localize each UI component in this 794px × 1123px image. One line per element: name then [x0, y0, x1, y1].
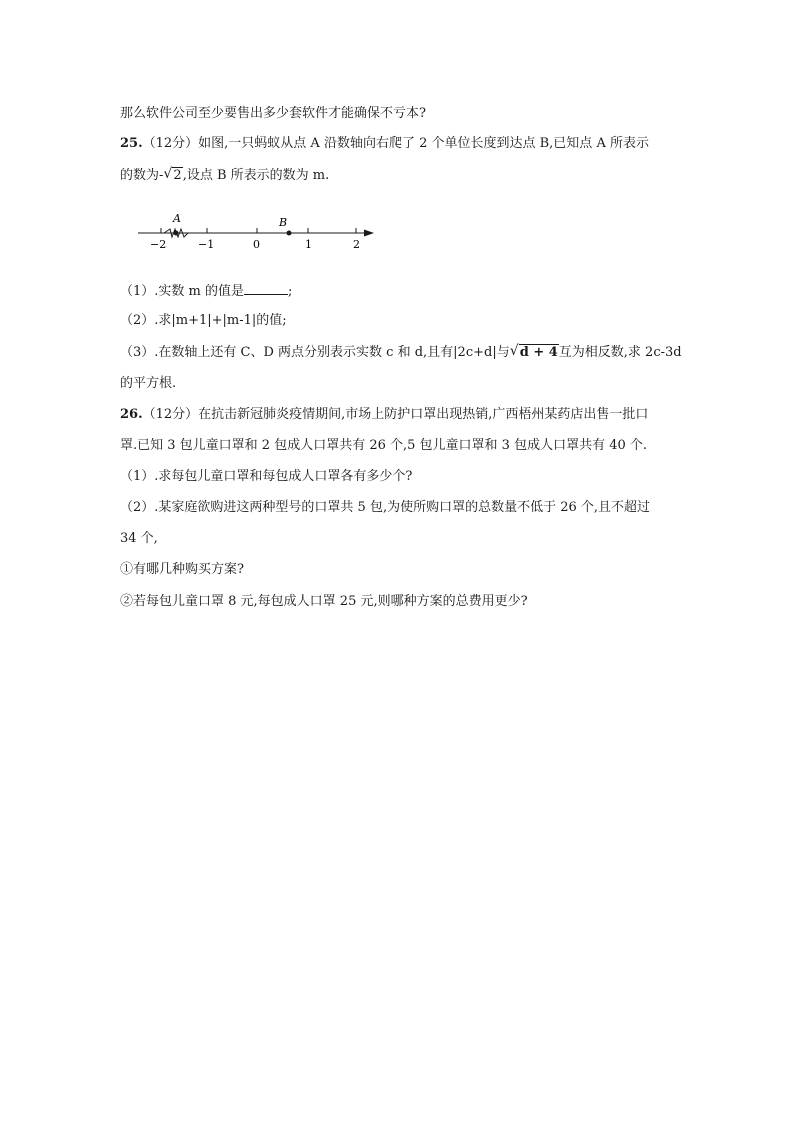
question-25-sub-1	[120, 282, 292, 300]
question-25-sub-3	[120, 345, 682, 361]
radical-sign-icon: √	[509, 343, 519, 359]
question-26-sub-2-continuation: 34 个,	[120, 531, 158, 546]
question-26-text-1: 在抗击新冠肺炎疫情期间,市场上防护口罩出现热销,广西梧州某药店出售一批口	[198, 407, 649, 422]
question-25-text-1: 如图,一只蚂蚁从点 A 沿数轴向右爬了 2 个单位长度到达点 B,已知点 A 所表示	[198, 136, 649, 151]
question-25-number: 25.	[120, 136, 143, 151]
question-25-line-1	[120, 136, 649, 152]
question-25-sub-1-end: ;	[288, 284, 293, 299]
question-25-sub-1-text: （1）.实数 m 的值是	[120, 284, 244, 299]
tick-label-1: 1	[305, 238, 312, 251]
point-b-marker	[287, 231, 292, 236]
question-26-item-2: ②若每包儿童口罩 8 元,每包成人口罩 25 元,则哪种方案的总费用更少?	[120, 594, 528, 609]
tick-label-0: 0	[253, 238, 260, 251]
answer-blank[interactable]	[244, 282, 288, 295]
question-25-sub-2: （2）.求|m+1|+|m-1|的值;	[120, 313, 287, 328]
sqrt-d-plus-4-radicand: d + 4	[519, 345, 558, 360]
previous-question-tail: 那么软件公司至少要售出多少套软件才能确保不亏本?	[120, 106, 426, 121]
question-25-text-2b: ,设点 B 所表示的数为 m.	[182, 168, 330, 183]
question-25-sub-3-continuation: 的平方根.	[120, 376, 177, 391]
question-25-sub-3-text-a: （3）.在数轴上还有 C、D 两点分别表示实数 c 和 d,且有|2c+d|与	[120, 345, 510, 360]
question-26-sub-2: （2）.某家庭欲购进这两种型号的口罩共 5 包,为使所购口罩的总数量不低于 26 个,且不超过	[120, 500, 651, 515]
question-26-item-1: ①有哪几种购买方案?	[120, 562, 244, 577]
tick-label-minus-1: −1	[198, 238, 215, 251]
point-a-label: A	[173, 212, 181, 225]
question-26-line-2: 罩.已知 3 包儿童口罩和 2 包成人口罩共有 26 个,5 包儿童口罩和 3 包成人口罩共有 40 个.	[120, 438, 648, 453]
sqrt-d-plus-4-expression	[510, 345, 559, 361]
tick-label-2: 2	[353, 238, 360, 251]
point-b-label: B	[279, 216, 288, 229]
axis-arrow-icon	[364, 230, 374, 237]
question-25-score: （12分）	[142, 136, 199, 151]
number-line-figure	[134, 210, 378, 254]
question-26-line-1	[120, 407, 648, 423]
question-25-line-2	[120, 168, 329, 184]
question-26-sub-1: （1）.求每包儿童口罩和每包成人口罩各有多少个?	[120, 469, 413, 484]
tick-label-minus-2: −2	[150, 238, 167, 251]
question-26-score: （12分）	[142, 407, 199, 422]
sqrt-2-expression	[163, 168, 182, 184]
radical-sign-icon: √	[163, 166, 173, 182]
question-25-text-2a: 的数为-	[120, 168, 164, 183]
question-26-number: 26.	[120, 407, 143, 422]
sqrt-2-radicand: 2	[173, 168, 182, 183]
question-25-sub-3-text-b: 互为相反数,求 2c-3d	[558, 345, 682, 360]
